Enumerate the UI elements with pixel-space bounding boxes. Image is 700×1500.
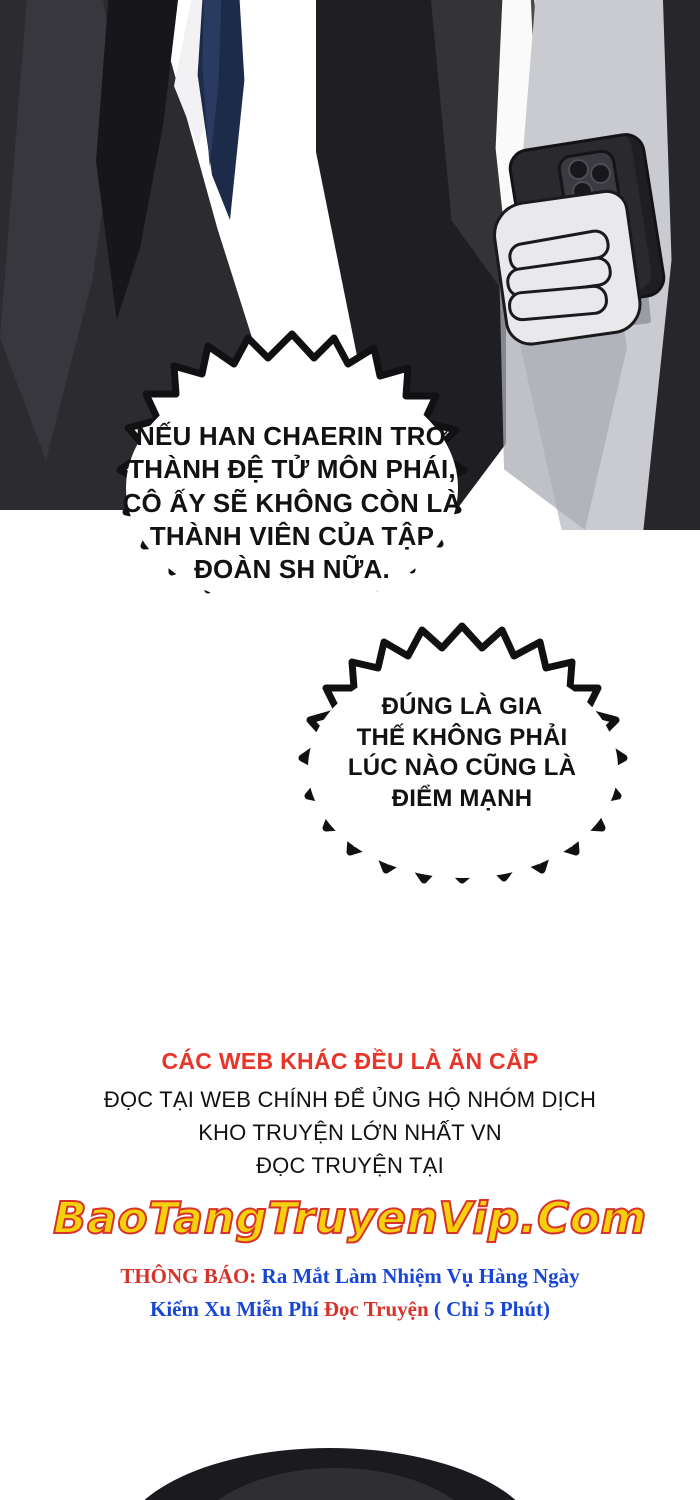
promo-line-4: ĐỌC TRUYỆN TẠI xyxy=(256,1153,444,1178)
promo-warning-line: CÁC WEB KHÁC ĐỀU LÀ ĂN CẮP xyxy=(161,1048,539,1074)
camera-lens-icon xyxy=(590,163,611,184)
site-brand-link[interactable]: BaoTangTruyenVip.Com xyxy=(53,1193,647,1244)
notice-line-2-part-c: ( Chỉ 5 Phút) xyxy=(433,1297,550,1321)
promo-line-2: ĐỌC TẠI WEB CHÍNH ĐỂ ỦNG HỘ NHÓM DỊCH xyxy=(103,1087,597,1112)
notice-line-1 xyxy=(0,1264,700,1289)
notice-line-2-part-b: Đọc Truyện xyxy=(323,1297,434,1321)
promo-block xyxy=(0,1020,700,1380)
bubble-2-line-3: LÚC NÀO CŨNG LÀ xyxy=(347,754,577,782)
bubble-2-line-4: ĐIỂM MẠNH xyxy=(391,785,533,813)
bubble-1-line-4: THÀNH VIÊN CỦA TẬP xyxy=(149,520,435,551)
speech-bubble-2-text xyxy=(322,692,602,815)
bubble-2-line-2: THẾ KHÔNG PHẢI xyxy=(356,723,568,751)
bubble-1-line-1: NẾU HAN CHAERIN TRỞ xyxy=(136,421,448,451)
notice-text: Ra Mắt Làm Nhiệm Vụ Hàng Ngày xyxy=(256,1264,580,1288)
comic-panel-bottom xyxy=(0,1420,700,1500)
bubble-1-line-2: THÀNH ĐỆ TỬ MÔN PHÁI, xyxy=(128,454,456,485)
bubble-2-line-1: ĐÚNG LÀ GIA xyxy=(381,693,543,720)
promo-line-3: KHO TRUYỆN LỚN NHẤT VN xyxy=(198,1120,502,1145)
camera-lens-icon xyxy=(568,159,589,180)
bubble-1-line-3: CÔ ẤY SẼ KHÔNG CÒN LÀ xyxy=(122,487,462,518)
bubble-1-line-5: ĐOÀN SH NỮA. xyxy=(194,554,390,585)
notice-line-2 xyxy=(0,1297,700,1322)
notice-label: THÔNG BÁO: xyxy=(120,1264,257,1288)
notice-line-2-part-a: Kiếm Xu Miễn Phí xyxy=(150,1297,324,1321)
speech-bubble-1-text xyxy=(120,420,464,586)
